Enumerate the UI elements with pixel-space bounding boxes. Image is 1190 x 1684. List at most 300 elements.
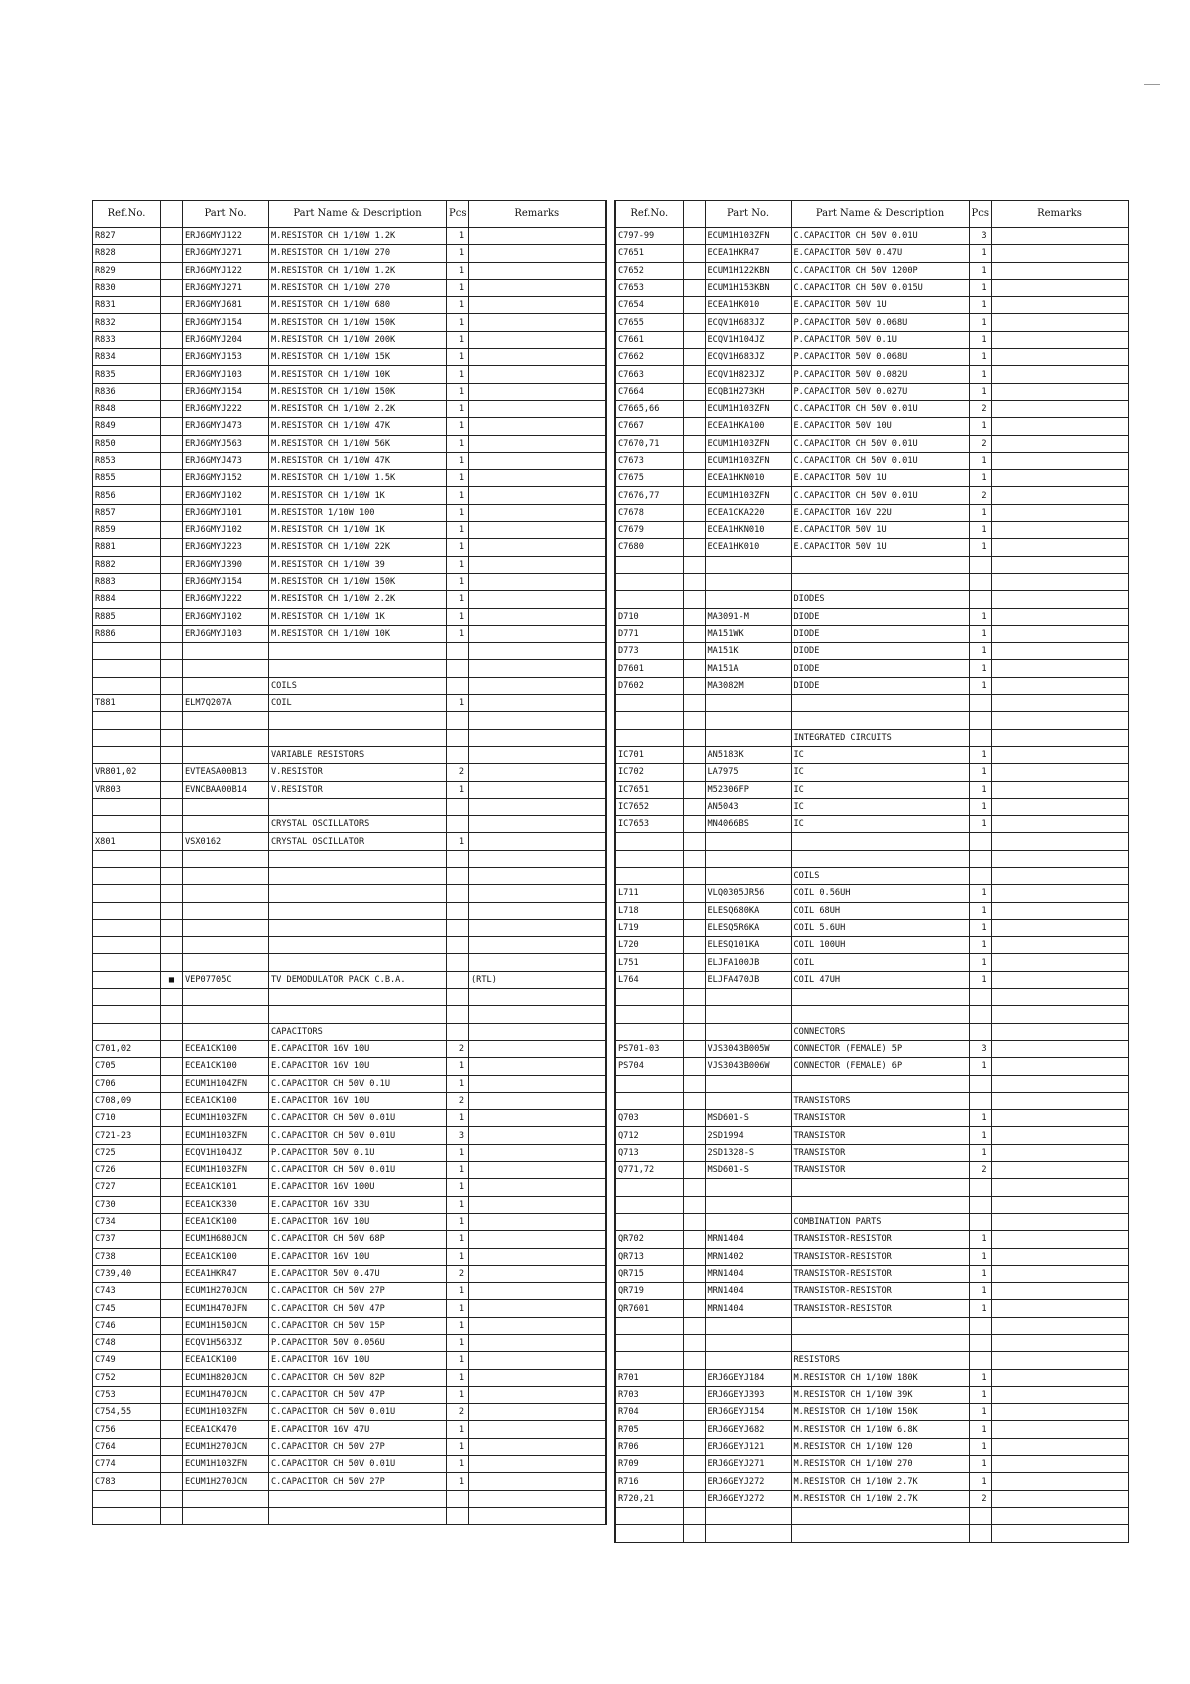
part-number-cell: AN5043	[705, 798, 791, 815]
pcs-cell: 1	[969, 418, 991, 435]
remarks-cell	[991, 902, 1128, 919]
table-row	[615, 522, 1128, 539]
remarks-cell	[991, 919, 1128, 936]
mark-cell	[683, 1213, 705, 1230]
table-row	[615, 695, 1128, 712]
description-cell: M.RESISTOR CH 1/10W 150K	[269, 383, 447, 400]
description-cell: M.RESISTOR CH 1/10W 1.2K	[269, 262, 447, 279]
ref-cell	[93, 919, 161, 936]
ref-cell	[615, 1179, 683, 1196]
ref-cell: R849	[93, 418, 161, 435]
mark-cell	[161, 573, 183, 590]
remarks-cell	[469, 1507, 606, 1524]
ref-cell: D773	[615, 643, 683, 660]
table-row	[93, 452, 606, 469]
ref-cell: R830	[93, 279, 161, 296]
description-cell: C.CAPACITOR CH 50V 47P	[269, 1300, 447, 1317]
part-number-cell: ERJ6GMYJ103	[183, 366, 269, 383]
pcs-cell: 1	[447, 1300, 469, 1317]
remarks-cell	[991, 487, 1128, 504]
remarks-cell	[469, 591, 606, 608]
description-cell: E.CAPACITOR 50V 1U	[791, 522, 969, 539]
description-cell: E.CAPACITOR 50V 1U	[791, 297, 969, 314]
remarks-cell	[469, 1196, 606, 1213]
remarks-cell	[469, 1179, 606, 1196]
remarks-cell	[469, 608, 606, 625]
part-number-cell: ECEA1CK100	[183, 1058, 269, 1075]
ref-cell: C721-23	[93, 1127, 161, 1144]
table-row	[615, 504, 1128, 521]
part-number-cell	[705, 1196, 791, 1213]
description-cell: P.CAPACITOR 50V 0.068U	[791, 349, 969, 366]
pcs-cell: 1	[969, 1127, 991, 1144]
description-cell: CONNECTORS	[791, 1023, 969, 1040]
part-number-cell: ELESQ680KA	[705, 902, 791, 919]
description-cell: TRANSISTOR-RESISTOR	[791, 1231, 969, 1248]
table-row	[615, 1213, 1128, 1230]
pcs-cell: 1	[969, 937, 991, 954]
table-row	[615, 971, 1128, 988]
pcs-cell: 1	[969, 1300, 991, 1317]
remarks-cell	[991, 331, 1128, 348]
description-cell	[269, 989, 447, 1006]
mark-cell	[161, 1352, 183, 1369]
part-number-cell: ECEA1CKA220	[705, 504, 791, 521]
ref-cell	[93, 1006, 161, 1023]
pcs-cell: 1	[969, 1144, 991, 1161]
table-row	[93, 1438, 606, 1455]
table-row	[93, 1507, 606, 1524]
part-number-cell: MA3082M	[705, 677, 791, 694]
part-number-cell: ECEA1CK100	[183, 1092, 269, 1109]
description-cell: C.CAPACITOR CH 50V 68P	[269, 1231, 447, 1248]
remarks-cell	[991, 1490, 1128, 1507]
pcs-cell: 1	[969, 279, 991, 296]
remarks-cell	[991, 1335, 1128, 1352]
table-row	[93, 470, 606, 487]
description-cell	[791, 1507, 969, 1524]
pcs-cell: 1	[969, 608, 991, 625]
pcs-cell: 1	[969, 1473, 991, 1490]
mark-cell	[683, 850, 705, 867]
part-number-cell: ECEA1CK100	[183, 1248, 269, 1265]
ref-cell: R833	[93, 331, 161, 348]
description-cell: M.RESISTOR CH 1/10W 10K	[269, 625, 447, 642]
mark-cell	[161, 1404, 183, 1421]
mark-cell	[161, 1456, 183, 1473]
mark-cell	[683, 1525, 705, 1542]
pcs-cell	[969, 556, 991, 573]
description-cell: DIODE	[791, 660, 969, 677]
part-number-cell: ECEA1CK330	[183, 1196, 269, 1213]
remarks-cell	[469, 228, 606, 245]
description-cell: C.CAPACITOR CH 50V 0.01U	[791, 487, 969, 504]
part-number-cell	[705, 1213, 791, 1230]
mark-cell	[161, 764, 183, 781]
part-number-cell: ECQV1H104JZ	[183, 1144, 269, 1161]
pcs-cell	[969, 1196, 991, 1213]
mark-cell	[683, 816, 705, 833]
table-row	[615, 1058, 1128, 1075]
description-cell	[791, 556, 969, 573]
description-cell: C.CAPACITOR CH 50V 82P	[269, 1369, 447, 1386]
ref-cell: QR702	[615, 1231, 683, 1248]
mark-cell	[161, 1283, 183, 1300]
part-number-cell	[183, 746, 269, 763]
description-cell: DIODE	[791, 643, 969, 660]
ref-cell: C752	[93, 1369, 161, 1386]
ref-cell	[93, 816, 161, 833]
part-number-cell	[705, 591, 791, 608]
table-row	[93, 695, 606, 712]
mark-cell	[161, 1058, 183, 1075]
mark-cell	[683, 1179, 705, 1196]
part-number-cell: ECEA1CK101	[183, 1179, 269, 1196]
ref-cell: C7673	[615, 452, 683, 469]
part-number-cell	[705, 1317, 791, 1334]
table-row	[93, 245, 606, 262]
description-cell: M.RESISTOR CH 1/10W 180K	[791, 1369, 969, 1386]
pcs-cell	[447, 677, 469, 694]
ref-cell: C7670,71	[615, 435, 683, 452]
mark-cell	[161, 435, 183, 452]
part-number-cell	[183, 954, 269, 971]
mark-cell	[161, 816, 183, 833]
description-cell: M.RESISTOR CH 1/10W 10K	[269, 366, 447, 383]
pcs-cell: 1	[447, 1317, 469, 1334]
pcs-cell: 1	[969, 1421, 991, 1438]
table-row	[93, 1300, 606, 1317]
mark-cell	[683, 902, 705, 919]
pcs-cell: 1	[969, 366, 991, 383]
ref-cell: IC702	[615, 764, 683, 781]
pcs-cell: 1	[447, 314, 469, 331]
table-row	[615, 1092, 1128, 1109]
part-number-cell: MA3091-M	[705, 608, 791, 625]
header-desc: Part Name & Description	[269, 201, 447, 228]
table-row	[615, 833, 1128, 850]
mark-cell	[161, 1248, 183, 1265]
table-row	[615, 383, 1128, 400]
description-cell: TRANSISTOR	[791, 1162, 969, 1179]
pcs-cell: 1	[969, 919, 991, 936]
pcs-cell: 1	[447, 245, 469, 262]
part-number-cell	[705, 1023, 791, 1040]
remarks-cell	[469, 989, 606, 1006]
ref-cell: C737	[93, 1231, 161, 1248]
remarks-cell	[469, 522, 606, 539]
part-number-cell: ERJ6GMYJ271	[183, 279, 269, 296]
remarks-cell	[469, 954, 606, 971]
remarks-cell	[469, 504, 606, 521]
remarks-cell	[469, 816, 606, 833]
description-cell: P.CAPACITOR 50V 0.056U	[269, 1335, 447, 1352]
remarks-cell	[469, 418, 606, 435]
pcs-cell: 1	[447, 1179, 469, 1196]
description-cell: M.RESISTOR CH 1/10W 39	[269, 556, 447, 573]
description-cell	[269, 643, 447, 660]
remarks-cell	[469, 435, 606, 452]
remarks-cell	[991, 539, 1128, 556]
remarks-cell	[991, 971, 1128, 988]
ref-cell	[615, 1196, 683, 1213]
remarks-cell	[991, 245, 1128, 262]
ref-cell: R831	[93, 297, 161, 314]
remarks-cell	[469, 660, 606, 677]
mark-cell	[683, 1144, 705, 1161]
ref-cell: IC701	[615, 746, 683, 763]
mark-cell	[161, 314, 183, 331]
pcs-cell: 1	[447, 1438, 469, 1455]
mark-cell	[683, 729, 705, 746]
pcs-cell: 1	[447, 591, 469, 608]
table-row	[93, 885, 606, 902]
ref-cell: Q712	[615, 1127, 683, 1144]
part-number-cell: ECEA1HKN010	[705, 522, 791, 539]
description-cell: E.CAPACITOR 50V 0.47U	[791, 245, 969, 262]
description-cell: E.CAPACITOR 16V 100U	[269, 1179, 447, 1196]
ref-cell	[615, 1006, 683, 1023]
part-number-cell	[183, 798, 269, 815]
ref-cell: R883	[93, 573, 161, 590]
description-cell: E.CAPACITOR 50V 0.47U	[269, 1265, 447, 1282]
ref-cell	[93, 937, 161, 954]
description-cell: DIODE	[791, 677, 969, 694]
description-cell	[269, 729, 447, 746]
mark-cell	[161, 504, 183, 521]
mark-cell	[683, 1092, 705, 1109]
description-cell: M.RESISTOR CH 1/10W 150K	[791, 1404, 969, 1421]
part-number-cell: ERJ6GEYJ393	[705, 1386, 791, 1403]
pcs-cell: 1	[969, 1438, 991, 1455]
description-cell: C.CAPACITOR CH 50V 27P	[269, 1473, 447, 1490]
pcs-cell: 1	[447, 1386, 469, 1403]
remarks-cell	[991, 677, 1128, 694]
ref-cell: D7602	[615, 677, 683, 694]
remarks-cell	[991, 1127, 1128, 1144]
remarks-cell	[991, 885, 1128, 902]
mark-cell	[683, 522, 705, 539]
description-cell	[791, 1179, 969, 1196]
table-row	[93, 366, 606, 383]
pcs-cell	[447, 1023, 469, 1040]
description-cell	[269, 1507, 447, 1524]
table-row	[615, 798, 1128, 815]
ref-cell: C7665,66	[615, 400, 683, 417]
table-row	[93, 1404, 606, 1421]
mark-cell	[683, 1335, 705, 1352]
pcs-cell: 1	[447, 418, 469, 435]
mark-cell	[683, 1040, 705, 1057]
description-cell: C.CAPACITOR CH 50V 0.015U	[791, 279, 969, 296]
remarks-cell	[469, 487, 606, 504]
remarks-cell	[469, 1352, 606, 1369]
remarks-cell	[469, 1300, 606, 1317]
part-number-cell: ERJ6GMYJ152	[183, 470, 269, 487]
mark-cell	[683, 1023, 705, 1040]
table-row	[615, 539, 1128, 556]
table-row	[615, 1490, 1128, 1507]
ref-cell: Q771,72	[615, 1162, 683, 1179]
remarks-cell	[469, 245, 606, 262]
remarks-cell	[469, 1213, 606, 1230]
part-number-cell: ECUM1H270JCN	[183, 1473, 269, 1490]
pcs-cell	[447, 1006, 469, 1023]
part-number-cell	[705, 1092, 791, 1109]
pcs-cell: 1	[969, 816, 991, 833]
part-number-cell	[183, 850, 269, 867]
pcs-cell: 1	[969, 262, 991, 279]
table-row	[615, 262, 1128, 279]
ref-cell	[615, 1023, 683, 1040]
mark-cell	[683, 1386, 705, 1403]
pcs-cell	[969, 1317, 991, 1334]
table-row	[93, 867, 606, 884]
ref-cell: C754,55	[93, 1404, 161, 1421]
mark-cell	[161, 695, 183, 712]
description-cell: E.CAPACITOR 16V 10U	[269, 1040, 447, 1057]
part-number-cell: MSD601-S	[705, 1110, 791, 1127]
part-number-cell: ELM7Q207A	[183, 695, 269, 712]
mark-cell	[683, 1507, 705, 1524]
ref-cell	[93, 677, 161, 694]
description-cell: M.RESISTOR CH 1/10W 2.2K	[269, 591, 447, 608]
part-number-cell: ECEA1HKN010	[705, 470, 791, 487]
header-mark	[683, 201, 705, 228]
part-number-cell: ECUM1H103ZFN	[183, 1456, 269, 1473]
table-row	[93, 331, 606, 348]
table-row	[93, 279, 606, 296]
table-row	[615, 1421, 1128, 1438]
ref-cell	[615, 556, 683, 573]
pcs-cell: 1	[447, 349, 469, 366]
table-row	[93, 781, 606, 798]
description-cell: C.CAPACITOR CH 50V 0.01U	[791, 452, 969, 469]
mark-cell	[683, 383, 705, 400]
mark-cell	[683, 435, 705, 452]
ref-cell	[615, 1075, 683, 1092]
table-row	[615, 591, 1128, 608]
header-pcs: Pcs	[447, 201, 469, 228]
ref-cell: C7675	[615, 470, 683, 487]
description-cell: M.RESISTOR CH 1/10W 200K	[269, 331, 447, 348]
mark-cell	[683, 470, 705, 487]
part-number-cell: ERJ6GEYJ184	[705, 1369, 791, 1386]
table-row	[615, 1352, 1128, 1369]
remarks-cell	[991, 798, 1128, 815]
description-cell: E.CAPACITOR 16V 10U	[269, 1092, 447, 1109]
table-row	[93, 1144, 606, 1161]
table-row	[93, 798, 606, 815]
ref-cell: R850	[93, 435, 161, 452]
description-cell: C.CAPACITOR CH 50V 0.01U	[791, 435, 969, 452]
remarks-cell	[469, 677, 606, 694]
mark-cell	[161, 522, 183, 539]
table-row	[615, 1075, 1128, 1092]
remarks-cell	[991, 1092, 1128, 1109]
remarks-cell	[469, 643, 606, 660]
pcs-cell	[969, 729, 991, 746]
description-cell: E.CAPACITOR 16V 47U	[269, 1421, 447, 1438]
pcs-cell: 1	[447, 522, 469, 539]
remarks-cell	[469, 1075, 606, 1092]
mark-cell	[161, 833, 183, 850]
mark-cell	[161, 1127, 183, 1144]
ref-cell: R827	[93, 228, 161, 245]
mark-cell	[683, 366, 705, 383]
pcs-cell	[447, 798, 469, 815]
pcs-cell	[969, 833, 991, 850]
remarks-cell	[991, 608, 1128, 625]
description-cell: CONNECTOR (FEMALE) 6P	[791, 1058, 969, 1075]
part-number-cell: EVNCBAA00B14	[183, 781, 269, 798]
ref-cell: VR801,02	[93, 764, 161, 781]
remarks-cell	[469, 1110, 606, 1127]
mark-cell	[161, 1369, 183, 1386]
mark-cell	[683, 331, 705, 348]
description-cell: C.CAPACITOR CH 50V 0.01U	[269, 1162, 447, 1179]
mark-cell	[683, 1127, 705, 1144]
table-row	[93, 435, 606, 452]
pcs-cell: 1	[447, 1144, 469, 1161]
description-cell: M.RESISTOR CH 1/10W 680	[269, 297, 447, 314]
pcs-cell	[447, 746, 469, 763]
ref-cell	[615, 1335, 683, 1352]
ref-cell: C749	[93, 1352, 161, 1369]
pcs-cell: 1	[447, 625, 469, 642]
description-cell: COIL 5.6UH	[791, 919, 969, 936]
description-cell: M.RESISTOR CH 1/10W 6.8K	[791, 1421, 969, 1438]
description-cell: DIODE	[791, 608, 969, 625]
description-cell: E.CAPACITOR 50V 1U	[791, 470, 969, 487]
part-number-cell: ERJ6GMYJ153	[183, 349, 269, 366]
part-number-cell: ECUM1H270JCN	[183, 1438, 269, 1455]
description-cell: M.RESISTOR CH 1/10W 1K	[269, 608, 447, 625]
pcs-cell	[447, 971, 469, 988]
part-number-cell: ELJFA100JB	[705, 954, 791, 971]
ref-cell: C748	[93, 1335, 161, 1352]
pcs-cell: 1	[969, 470, 991, 487]
table-row	[615, 297, 1128, 314]
remarks-cell	[469, 729, 606, 746]
description-cell: C.CAPACITOR CH 50V 0.01U	[269, 1127, 447, 1144]
part-number-cell: MA151A	[705, 660, 791, 677]
ref-cell	[93, 660, 161, 677]
pcs-cell: 1	[969, 1265, 991, 1282]
description-cell: V.RESISTOR	[269, 781, 447, 798]
remarks-cell	[991, 591, 1128, 608]
pcs-cell: 1	[447, 556, 469, 573]
mark-cell	[683, 971, 705, 988]
table-row	[93, 643, 606, 660]
mark-cell	[161, 349, 183, 366]
remarks-cell	[991, 1421, 1128, 1438]
pcs-cell: 1	[447, 1231, 469, 1248]
remarks-cell	[991, 314, 1128, 331]
mark-cell	[683, 1265, 705, 1282]
ref-cell: IC7653	[615, 816, 683, 833]
table-row	[615, 1040, 1128, 1057]
part-number-cell	[705, 867, 791, 884]
description-cell: M.RESISTOR CH 1/10W 120	[791, 1438, 969, 1455]
remarks-cell	[991, 1317, 1128, 1334]
part-number-cell: ECUM1H680JCN	[183, 1231, 269, 1248]
pcs-cell: 1	[969, 1456, 991, 1473]
table-row	[615, 867, 1128, 884]
pcs-cell: 1	[969, 504, 991, 521]
ref-cell: C705	[93, 1058, 161, 1075]
ref-cell	[615, 573, 683, 590]
